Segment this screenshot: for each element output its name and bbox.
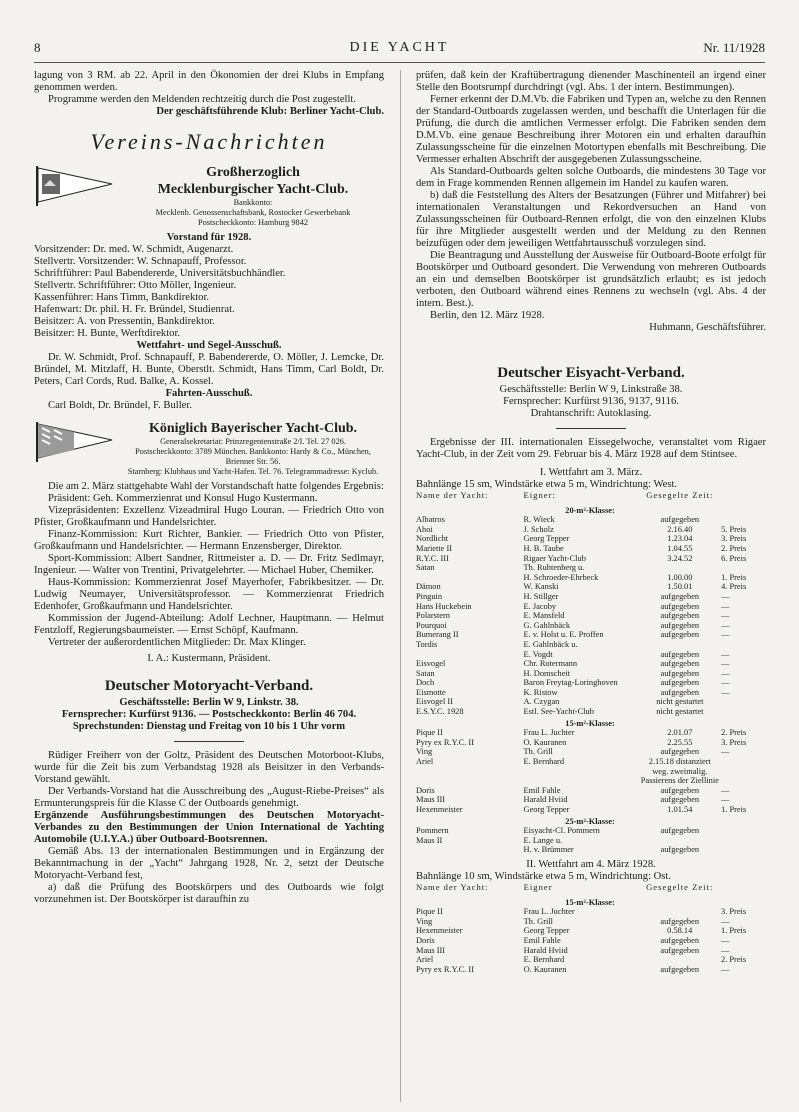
table-cell xyxy=(721,697,766,707)
table-cell: E. Bernhard xyxy=(523,757,565,767)
mv-paragraph: Rüdiger Freiherr von der Goltz, Präsident des Deutschen Motorboot-Klubs, wurde für die Zeit bis zum Verbandstag 1928 als Beisitzer in den Verbands-Vorstand gewählt. xyxy=(34,750,384,785)
table-cell: E. Bernhard xyxy=(523,955,565,965)
office-telegram: Drahtanschrift: Autoklasing. xyxy=(530,408,652,419)
board-member: Stellvertr. Schriftführer: Otto Möller, Ingenieur. xyxy=(34,280,237,291)
table-cell: — xyxy=(721,935,730,945)
club-mecklenburg xyxy=(34,164,384,228)
class-heading xyxy=(416,504,766,516)
club-harbour: Starnberg: Klubhaus und Yacht-Hafen. Tel. 76. Telegrammadresse: Kyclub. xyxy=(127,467,379,476)
table-cell: Hans Huckebein xyxy=(416,601,472,611)
office-address: Geschäftsstelle: Berlin W 9, Linkstr. 38. xyxy=(119,697,299,708)
table-cell: Tordis xyxy=(416,639,438,649)
table-row xyxy=(416,757,766,786)
table-cell: aufgegeben xyxy=(660,668,700,678)
table-row xyxy=(416,544,766,554)
table-row xyxy=(416,611,766,621)
table-cell: 2. Preis xyxy=(721,543,747,553)
committee-title: Fahrten-Ausschuß. xyxy=(165,388,253,399)
table-cell: Pourquoi xyxy=(416,620,447,630)
regulation-date: Berlin, den 12. März 1928. xyxy=(430,310,545,321)
table-cell: — xyxy=(721,601,730,611)
race-conditions: Bahnlänge 10 sm, Windstärke etwa 5 m, Windrichtung: Ost. xyxy=(416,870,672,882)
table-cell: Pommern xyxy=(416,826,449,836)
regulation-paragraph: Ferner erkennt der D.M.Vb. die Fabriken und Typen an, welche zu den Rennen der Standard-Outboards zugelassen werden, und beschafft die Unterlagen für die Prüfung, die durch die amtlichen Vermesser erfolgt. Die Fabriken senden dem D.M.Vb. eine genaue Beschreibung ihrer Motoren ein und erhalten daraufhin Zulassungsscheine für die einzelnen Motortypen ebenfalls mit Beschreibung. Die Vermesser erhalten Abschrift der ausgegebenen Zulassungsscheine. xyxy=(416,94,766,165)
table-cell: Harald Hviid xyxy=(523,795,568,805)
club-name: Großherzoglich xyxy=(206,165,300,180)
postal-account: Postscheckkonto: Hamburg 9842 xyxy=(197,218,308,227)
table-cell: Doris xyxy=(416,785,435,795)
board-member: Beisitzer: A. von Pressentin, Bankdirektor. xyxy=(34,316,215,327)
table-cell: Eisvogel II xyxy=(416,697,453,707)
table-cell: Pyry ex R.Y.C. II xyxy=(416,964,475,974)
table-cell: aufgegeben xyxy=(660,611,700,621)
table-row xyxy=(416,554,766,564)
table-row xyxy=(416,946,766,956)
page-number: 8 xyxy=(34,40,41,55)
table-cell: R. Wieck xyxy=(523,515,555,525)
table-cell: E. v. Holst u. E. Proffen xyxy=(523,630,604,640)
results-intro: Ergebnisse der III. internationalen Eissegelwoche, veranstaltet vom Rigaer Yacht-Club, in der Zeit vom 29. Februar bis 4. März 1928 auf dem Stintsee. xyxy=(416,437,766,460)
table-cell: 3. Preis xyxy=(721,737,747,747)
table-cell xyxy=(721,640,766,650)
table-row xyxy=(416,640,766,650)
table-cell: E.S.Y.C. 1928 xyxy=(416,707,464,717)
table-cell: 1.50.01 xyxy=(667,582,693,592)
regulation-signature: Huhmann, Geschäftsführer. xyxy=(649,322,766,333)
bank-account: Mecklenb. Genossenschaftsbank, Rostocker Gewerbebank xyxy=(155,208,351,217)
table-row xyxy=(416,845,766,855)
table-row xyxy=(416,582,766,592)
table-row xyxy=(416,669,766,679)
table-cell: — xyxy=(721,916,730,926)
table-row xyxy=(416,621,766,631)
column-header xyxy=(721,883,766,896)
table-cell: 6. Preis xyxy=(721,553,747,563)
table-cell: Pinguin xyxy=(416,591,443,601)
table-cell: aufgegeben xyxy=(660,620,700,630)
table-cell: 2. Preis xyxy=(721,955,747,965)
right-column xyxy=(416,70,766,974)
table-cell: aufgegeben xyxy=(660,591,700,601)
table-cell: Hexenmeister xyxy=(416,926,463,936)
table-cell: E. Vogdt xyxy=(523,649,553,659)
table-row xyxy=(416,534,766,544)
table-cell: — xyxy=(721,964,730,974)
table-cell: Doris xyxy=(416,935,435,945)
table-cell: W. Kanski xyxy=(523,582,559,592)
table-cell: G. Gahlnbäck xyxy=(523,620,571,630)
election-paragraph: Die am 2. März stattgehabte Wahl der Vorstandschaft hatte folgendes Ergebnis: xyxy=(48,481,384,492)
table-cell: — xyxy=(721,747,730,757)
table-row xyxy=(416,747,766,757)
table-cell: aufgegeben xyxy=(660,935,700,945)
table-cell: Baron Freytag-Loringhoven xyxy=(523,678,618,688)
table-cell xyxy=(721,707,766,717)
table-cell: Pique II xyxy=(416,907,443,917)
class-heading xyxy=(416,896,766,908)
table-cell: 1. Preis xyxy=(721,805,747,814)
election-paragraph: Finanz-Kommission: Kurt Richter, Bankier. — Friedrich Otto von Pfister, Großkaufmann und Handelsrichter. — Hermann Enzensberger, Direktor. xyxy=(34,529,384,552)
table-cell: Polarstern xyxy=(416,611,450,621)
table-cell: O. Kauranen xyxy=(523,737,567,747)
election-paragraph: Haus-Kommission: Kommerzienrat Josef Mayerhofer, Fabrikbesitzer. — Dr. Ludwig Neumayer, Universitätsprofessor. — Kommerzienrat Friedrich Edenhofer, Großkaufmann und Handelsrichter. xyxy=(34,577,384,612)
table-cell: Frau L. Juchter xyxy=(523,907,575,917)
bank-label: Bankkonto: xyxy=(233,198,273,207)
board-member: Beisitzer: H. Bunte, Werftdirektor. xyxy=(34,328,181,339)
table-cell: — xyxy=(721,620,730,630)
table-cell: Frau L. Juchter xyxy=(523,728,575,738)
table-cell: 2.25.55 xyxy=(667,737,693,747)
mv-paragraph: a) daß die Prüfung des Bootskörpers und des Outboards wie folgt vorzunehmen ist. Der Bootskörper ist daraufhin zu xyxy=(34,882,384,905)
column-header: Name der Yacht: xyxy=(416,881,489,892)
intro-paragraph: Programme werden den Meldenden rechtzeitig durch die Post zugestellt. xyxy=(48,94,357,105)
table-cell xyxy=(721,845,766,855)
table-cell: aufgegeben xyxy=(660,795,700,805)
table-cell: 1.04.55 xyxy=(667,543,693,553)
class-label: 25-m²-Klasse: xyxy=(565,816,615,826)
table-row xyxy=(416,563,766,573)
table-cell: 3.24.52 xyxy=(667,553,693,563)
table-row xyxy=(416,955,766,965)
table-cell: Maus III xyxy=(416,945,446,955)
board-member: Kassenführer: Hans Timm, Bankdirektor. xyxy=(34,292,210,303)
issue-number: Nr. 11/1928 xyxy=(703,40,765,55)
table-row xyxy=(416,738,766,748)
table-cell: aufgegeben xyxy=(660,678,700,688)
column-header: Eigner xyxy=(523,881,553,892)
table-row xyxy=(416,688,766,698)
regulation-paragraph: b) daß die Feststellung des Alters der Besatzungen (Führer und Mitfahrer) bei internationalen Veranstaltungen und Rekordversuchen an Hand von Zulassungsscheinen für Outboard-Rennen erfolgt, die von den einzelnen Klubs für ihre Mitglieder ausgestellt werden und der Meldung zu den Rennen beizufügen oder dem jeweiligen Wettfahrtausschuß vorzulegen sind. xyxy=(416,190,766,249)
table-row xyxy=(416,826,766,836)
table-cell: 1. Preis xyxy=(721,926,747,936)
table-row xyxy=(416,786,766,796)
table-cell: — xyxy=(721,630,730,640)
intro-signature: Der geschäftsführende Klub: Berliner Yacht-Club. xyxy=(156,106,384,117)
header-rule xyxy=(34,62,765,63)
office-address: Geschäftsstelle: Berlin W 9, Linkstraße 38. xyxy=(499,384,683,395)
table-cell: Pyry ex R.Y.C. II xyxy=(416,737,475,747)
board-member: Vorsitzender: Dr. med. W. Schmidt, Augenarzt. xyxy=(34,244,234,255)
table-cell: aufgegeben xyxy=(660,630,700,640)
table-cell: A. Czygan xyxy=(523,697,560,707)
column-header xyxy=(721,491,766,504)
motoryacht-title: Deutscher Motoryacht-Verband. xyxy=(104,678,314,694)
table-cell: — xyxy=(721,785,730,795)
office-hours: Sprechstunden: Dienstag und Freitag von 10 bis 1 Uhr vorm xyxy=(72,721,346,732)
table-cell: 3. Preis xyxy=(721,534,747,544)
club-bavaria xyxy=(34,420,384,477)
table-cell: — xyxy=(721,649,730,659)
race-heading: I. Wettfahrt am 3. März. xyxy=(539,467,643,478)
mv-bold-heading: Ergänzende Ausführungsbestimmungen des Deutschen Motoryacht-Verbandes zu den Bestimmungen der Union International de Yachting Automobile (U.I.Y.A.) über Outboard-Bootsrennen. xyxy=(34,810,384,845)
election-paragraph: Kommission der Jugend-Abteilung: Adolf Lechner, Hauptmann. — Helmut Fentzloff, Regierungsbaumeister. — Ernst Schöpf, Kaufmann. xyxy=(34,613,384,636)
table-row xyxy=(416,525,766,535)
table-row xyxy=(416,515,766,525)
table-row xyxy=(416,907,766,917)
table-cell: aufgegeben xyxy=(660,747,700,757)
regulation-paragraph: prüfen, daß kein der Kraftübertragung dienender Maschinenteil an irgend einer Stelle den Bootsrumpf durchdringt (vgl. Abs. 1 der intern. Bestimmungen). xyxy=(416,70,766,93)
board-title: Vorstand für 1928. xyxy=(166,232,252,243)
election-paragraph: Präsident: Geh. Kommerzienrat und Konsul Hugo Kustermann. xyxy=(48,493,318,504)
table-row xyxy=(416,602,766,612)
class-label: 15-m²-Klasse: xyxy=(565,718,615,728)
table-cell: Emil Fahle xyxy=(523,785,561,795)
table-cell: — xyxy=(721,678,730,688)
election-paragraph: Vizepräsidenten: Exzellenz Vizeadmiral Hugo Louran. — Friedrich Otto von Pfister, Großkaufmann und Handelsrichter. xyxy=(34,505,384,528)
table-cell: Bumerang II xyxy=(416,630,459,640)
separator xyxy=(556,428,626,429)
table-row xyxy=(416,697,766,707)
column-header: Name der Yacht: xyxy=(416,490,489,500)
mv-paragraph: Der Verbands-Vorstand hat die Ausschreibung des „August-Riebe-Preises“ als Ermunterungspreis für die Klasse C der Outboards genehmigt. xyxy=(34,786,384,809)
club-bank: Postscheckkonto: 3789 München. Bankkonto: Hardy & Co., München, Brienner Str. 56. xyxy=(135,447,371,466)
table-cell: aufgegeben xyxy=(660,826,700,836)
table-cell: Eisvogel xyxy=(416,659,446,669)
table-row xyxy=(416,926,766,936)
table-cell: H. Stillger xyxy=(523,591,559,601)
table-cell: Ariel xyxy=(416,757,434,767)
table-cell: 2.15.18 distanziert weg. zweimalig. Passierens der Ziellinie xyxy=(640,757,719,786)
table-cell: 4. Preis xyxy=(721,582,747,592)
table-cell: Georg Tepper xyxy=(523,805,570,814)
table-cell: aufgegeben xyxy=(660,515,700,525)
table-cell: E. Mansfeld xyxy=(523,611,565,621)
table-cell xyxy=(721,836,766,846)
table-cell: aufgegeben xyxy=(660,785,700,795)
race-conditions: Bahnlänge 15 sm, Windstärke etwa 5 m, Windrichtung: West. xyxy=(416,479,678,490)
committee-members: Carl Boldt, Dr. Bründel, F. Buller. xyxy=(48,400,192,411)
table-cell: aufgegeben xyxy=(660,845,700,855)
table-cell: Nordlicht xyxy=(416,534,449,544)
table-cell: Georg Tepper xyxy=(523,534,570,544)
table-cell: Th. Ruhtenberg u. xyxy=(523,563,585,573)
class-label: 20-m²-Klasse: xyxy=(565,505,615,515)
table-cell: 1. Preis xyxy=(721,572,747,582)
table-cell: Ariel xyxy=(416,955,434,965)
table-cell: Estl. See-Yacht-Club xyxy=(523,707,594,717)
table-cell: Ving xyxy=(416,916,433,926)
table-cell: aufgegeben xyxy=(660,649,700,659)
office-phone: Fernsprecher: Kurfürst 9136. — Postscheckkonto: Berlin 46 704. xyxy=(61,709,357,720)
table-cell: — xyxy=(721,945,730,955)
table-cell: — xyxy=(721,795,730,805)
table-row xyxy=(416,917,766,927)
table-cell xyxy=(640,955,721,965)
class-label: 15-m²-Klasse: xyxy=(565,897,615,907)
results-table-1 xyxy=(416,491,766,855)
separator xyxy=(174,741,244,742)
table-header xyxy=(416,883,766,896)
table-cell: Georg Tepper xyxy=(523,926,570,936)
race-heading: II. Wettfahrt am 4. März 1928. xyxy=(526,858,656,870)
pennant-icon xyxy=(34,164,114,208)
table-cell: aufgegeben xyxy=(660,945,700,955)
section-title: Vereins-Nachrichten xyxy=(90,129,328,154)
table-row xyxy=(416,728,766,738)
table-cell: R.Y.C. III xyxy=(416,553,449,563)
class-heading xyxy=(416,717,766,729)
column-divider xyxy=(400,70,401,1102)
table-row xyxy=(416,707,766,717)
column-header: Gesegelte Zeit: xyxy=(646,881,714,892)
column-header: Eigner: xyxy=(523,490,556,500)
table-row xyxy=(416,936,766,946)
table-cell: E. Lange u. xyxy=(523,835,563,845)
table-cell xyxy=(416,650,524,660)
class-heading xyxy=(416,815,766,827)
page-header xyxy=(34,40,765,60)
table-cell: 2.01.07 xyxy=(667,728,693,738)
table-cell: 1.00.00 xyxy=(667,572,693,582)
table-cell xyxy=(416,845,524,855)
table-cell: — xyxy=(721,591,730,601)
table-cell: aufgegeben xyxy=(660,687,700,697)
regulation-paragraph: Als Standard-Outboards gelten solche Outboards, die mindestens 30 Tage vor dem in Frage kommenden Rennen allgemein im Handel zu kaufen waren. xyxy=(416,166,766,189)
table-cell: Satan xyxy=(416,563,435,573)
table-cell: Th. Grill xyxy=(523,916,553,926)
table-cell: Mariette II xyxy=(416,543,453,553)
table-row xyxy=(416,836,766,846)
table-cell xyxy=(641,563,722,573)
table-cell: — xyxy=(721,659,730,669)
club-name: Königlich Bayerischer Yacht-Club. xyxy=(148,421,358,436)
committee-members: Dr. W. Schmidt, Prof. Schnapauff, P. Babendererde, O. Möller, J. Lemcke, Dr. Bründel, M. Mitzlaff, H. Bunte, Oberstlt. Schmidt, Hans Timm, Carl Boldt, Dr. Peters, Carl Cords, Rud. Balke, A. Kossel. xyxy=(34,352,384,387)
table-cell: Rigaer Yacht-Club xyxy=(523,553,586,563)
eisyacht-title: Deutscher Eisyacht-Verband. xyxy=(497,365,685,381)
left-column xyxy=(34,70,384,906)
table-cell: 5. Preis xyxy=(721,524,747,534)
journal-title: DIE YACHT xyxy=(349,40,450,55)
table-cell xyxy=(721,563,766,573)
table-cell: Maus II xyxy=(416,835,443,845)
table-row xyxy=(416,678,766,688)
column-header: Gesegelte Zeit: xyxy=(646,490,714,500)
club-address: Generalsekretariat: Prinzregentenstraße 2/I. Tel. 27 026. xyxy=(160,437,346,446)
table-cell: H. v. Brümmer xyxy=(523,845,574,855)
table-cell: Eisyacht-Cl. Pommern xyxy=(523,826,600,836)
table-cell: Dämon xyxy=(416,582,441,592)
table-row xyxy=(416,650,766,660)
table-cell: Emil Fahle xyxy=(523,935,561,945)
table-cell: aufgegeben xyxy=(660,601,700,611)
table-cell: 2. Preis xyxy=(721,728,747,738)
table-cell: Chr. Rotermann xyxy=(523,659,578,669)
club-name: Mecklenburgischer Yacht-Club. xyxy=(157,182,349,197)
election-paragraph: Vertreter der außerordentlichen Mitglieder: Dr. Max Klinger. xyxy=(48,637,306,648)
table-cell: 1.23.04 xyxy=(667,534,693,544)
table-header xyxy=(416,491,766,504)
table-cell: nicht gestartet xyxy=(656,697,704,707)
table-cell: H. B. Taube xyxy=(523,543,564,553)
table-cell: Eismotte xyxy=(416,687,446,697)
pennant-icon xyxy=(34,420,114,464)
table-row xyxy=(416,965,766,975)
board-member: Schriftführer: Paul Babendererde, Universitätsbuchhändler. xyxy=(34,268,286,279)
table-cell xyxy=(721,826,766,836)
table-cell: 3. Preis xyxy=(721,907,747,917)
table-cell: — xyxy=(721,687,730,697)
table-cell: Maus III xyxy=(416,795,446,805)
table-row xyxy=(416,805,766,815)
table-cell: E. Jacoby xyxy=(523,601,557,611)
table-cell: O. Kauranen xyxy=(523,964,567,974)
intro-paragraph: lagung von 3 RM. ab 22. April in den Ökonomien der drei Klubs in Empfang genommen werden. xyxy=(34,70,384,93)
table-cell: Pique II xyxy=(416,728,443,738)
table-cell xyxy=(721,757,766,786)
table-row xyxy=(416,592,766,602)
table-cell: Ahoi xyxy=(416,524,433,534)
table-cell: K. Ristow xyxy=(523,687,558,697)
table-cell: Ving xyxy=(416,747,433,757)
table-cell: — xyxy=(721,668,730,678)
table-cell: aufgegeben xyxy=(660,964,700,974)
office-phone: Fernsprecher: Kurfürst 9136, 9137, 9116. xyxy=(503,396,679,407)
table-cell xyxy=(721,515,766,525)
table-row xyxy=(416,573,766,583)
table-cell: 1.01.54 xyxy=(667,805,693,814)
table-cell: H. Domscheit xyxy=(523,668,571,678)
table-cell: aufgegeben xyxy=(660,659,700,669)
table-cell xyxy=(640,907,721,917)
table-cell: Satan xyxy=(416,668,435,678)
table-cell: — xyxy=(721,611,730,621)
table-cell: nicht gestartet xyxy=(656,707,704,717)
table-cell: 2.16.40 xyxy=(667,524,693,534)
results-table-2 xyxy=(416,883,766,974)
board-member: Stellvertr. Vorsitzender: W. Schnapauff, Professor. xyxy=(34,256,247,267)
table-cell: H. Schroeder-Ehrbeck xyxy=(523,572,599,582)
table-cell: Doch xyxy=(416,678,435,688)
table-cell: Harald Hviid xyxy=(523,945,568,955)
board-member: Hafenwart: Dr. phil. H. Fr. Bründel, Studienrat. xyxy=(34,304,235,315)
election-signature: I. A.: Kustermann, Präsident. xyxy=(147,653,271,664)
mv-paragraph: Gemäß Abs. 13 der internationalen Bestimmungen und in Ergänzung der Bekanntmachung in der „Yacht“ Jahrgang 1928, Nr. 2, setzt der Deutsche Motoryacht-Verband fest, xyxy=(34,846,384,881)
table-cell xyxy=(416,573,524,583)
table-cell xyxy=(641,640,722,650)
table-cell: J. Scholz xyxy=(523,524,554,534)
table-row xyxy=(416,659,766,669)
committee-title: Wettfahrt- und Segel-Ausschuß. xyxy=(136,340,282,351)
election-paragraph: Sport-Kommission: Albert Sandner, Rittmeister a. D. — Dr. Fritz Sedlmayr, Ingenieur. — Walter von Trentini, Privatgelehrter. — Michael Huber, Chemiker. xyxy=(34,553,384,576)
regulation-paragraph: Die Beantragung und Ausstellung der Ausweise für Outboard-Boote erfolgt für Bootskörper und Outboard gesondert. Die Verwendung von mehreren Outboards an ein und demselben Bootskörper ist grundsätzlich erlaubt; es ist jedoch verboten, den Outboard während eines Rennens zu wechseln (vgl. Abs. 4 der intern. Best.). xyxy=(416,250,766,309)
table-cell: Th. Grill xyxy=(523,747,553,757)
table-row xyxy=(416,795,766,805)
table-row xyxy=(416,630,766,640)
table-cell: 0.58.14 xyxy=(667,926,693,936)
table-cell: Hexenmeister xyxy=(416,805,463,814)
table-cell: E. Gahlnbäck u. xyxy=(523,639,578,649)
table-cell xyxy=(641,836,722,846)
table-cell: aufgegeben xyxy=(660,916,700,926)
table-cell: Albatros xyxy=(416,515,445,525)
